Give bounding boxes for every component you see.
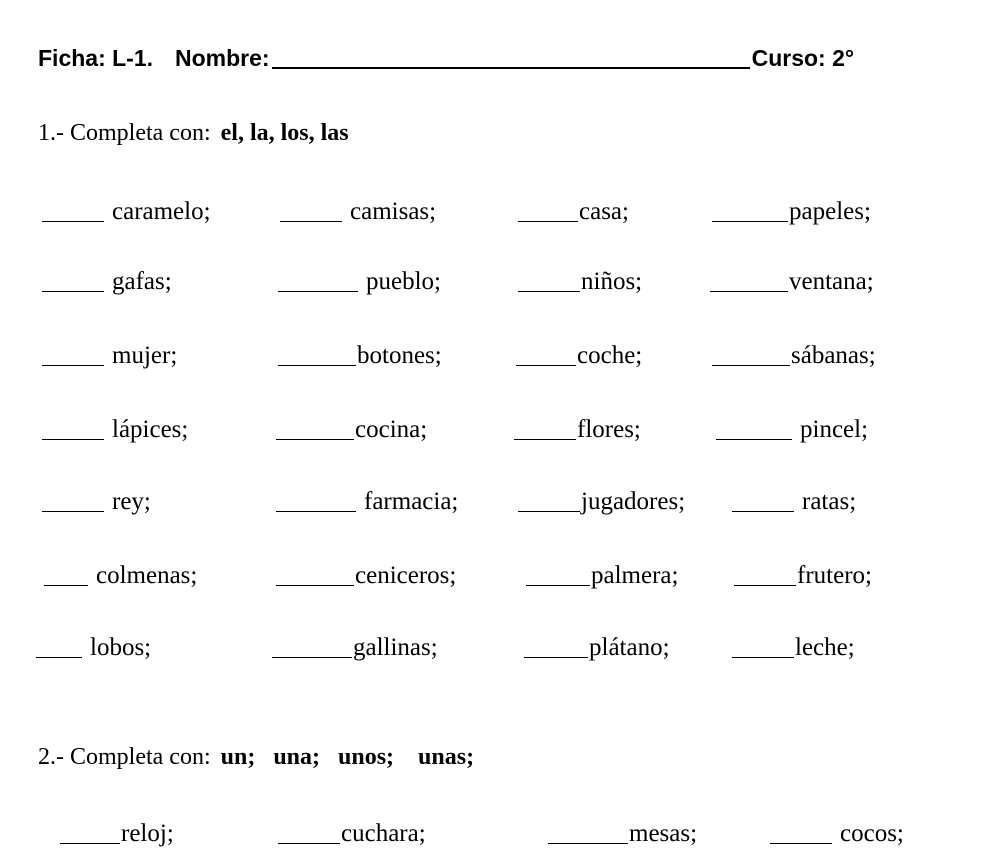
exercise-item — [524, 632, 670, 662]
section1-row — [0, 486, 1000, 522]
exercise-item — [278, 266, 441, 296]
exercise-word: ratas; — [802, 488, 857, 515]
answer-blank[interactable] — [710, 269, 788, 292]
exercise-word: papeles; — [789, 198, 871, 225]
exercise-item — [770, 818, 904, 848]
exercise-word: cocina; — [355, 416, 428, 443]
answer-blank[interactable] — [518, 489, 580, 512]
exercise-word: botones; — [357, 342, 442, 369]
exercise-item — [732, 632, 855, 662]
exercise-item — [42, 486, 151, 516]
exercise-item — [516, 340, 642, 370]
section1-row — [0, 340, 1000, 376]
exercise-word: caramelo; — [112, 198, 211, 225]
exercise-word: leche; — [795, 634, 855, 661]
exercise-item — [276, 560, 456, 590]
exercise-word: reloj; — [121, 820, 174, 847]
nombre-label: Nombre: — [175, 45, 270, 71]
answer-blank[interactable] — [526, 563, 590, 586]
exercise-word: farmacia; — [364, 488, 459, 515]
answer-blank[interactable] — [42, 343, 104, 366]
exercise-item — [276, 486, 458, 516]
section2-instruction — [38, 744, 474, 771]
answer-blank[interactable] — [524, 635, 588, 658]
exercise-word: ventana; — [789, 268, 874, 295]
answer-blank[interactable] — [60, 821, 120, 844]
section1-row — [0, 560, 1000, 596]
exercise-word: camisas; — [350, 198, 437, 225]
section2-instruction-text: 2.- Completa con: — [38, 744, 211, 770]
exercise-word: lápices; — [112, 416, 189, 443]
answer-blank[interactable] — [518, 199, 578, 222]
exercise-word: cuchara; — [341, 820, 426, 847]
answer-blank[interactable] — [732, 489, 794, 512]
exercise-item — [734, 560, 872, 590]
exercise-item — [60, 818, 174, 848]
answer-blank[interactable] — [518, 269, 580, 292]
exercise-item — [710, 266, 874, 296]
exercise-item — [526, 560, 678, 590]
exercise-item — [276, 414, 427, 444]
exercise-word: cocos; — [840, 820, 904, 847]
exercise-word: sábanas; — [791, 342, 876, 369]
exercise-word: frutero; — [797, 562, 872, 589]
answer-blank[interactable] — [272, 635, 352, 658]
answer-blank[interactable] — [514, 417, 576, 440]
exercise-word: casa; — [579, 198, 629, 225]
exercise-word: ceniceros; — [355, 562, 457, 589]
exercise-word: mesas; — [629, 820, 698, 847]
exercise-word: colmenas; — [96, 562, 198, 589]
answer-blank[interactable] — [42, 489, 104, 512]
answer-blank[interactable] — [42, 417, 104, 440]
exercise-item — [518, 266, 642, 296]
section2-options: un; una; unos; unas; — [220, 744, 475, 770]
answer-blank[interactable] — [712, 343, 790, 366]
answer-blank[interactable] — [278, 343, 356, 366]
exercise-word: niños; — [581, 268, 643, 295]
answer-blank[interactable] — [42, 199, 104, 222]
exercise-word: rey; — [112, 488, 151, 515]
answer-blank[interactable] — [712, 199, 788, 222]
answer-blank[interactable] — [280, 199, 342, 222]
exercise-item — [42, 196, 211, 226]
exercise-item — [36, 632, 151, 662]
section1-instruction-text: 1.- Completa con: — [38, 120, 211, 146]
answer-blank[interactable] — [548, 821, 628, 844]
section1-row — [0, 266, 1000, 302]
exercise-item — [514, 414, 641, 444]
curso-label: Curso: 2° — [751, 45, 855, 71]
section1-instruction — [38, 120, 349, 147]
exercise-word: jugadores; — [581, 488, 686, 515]
exercise-word: plátano; — [589, 634, 670, 661]
exercise-word: gallinas; — [353, 634, 438, 661]
exercise-item — [280, 196, 436, 226]
exercise-item — [518, 196, 629, 226]
exercise-item — [518, 486, 685, 516]
section1-row — [0, 632, 1000, 668]
exercise-item — [548, 818, 697, 848]
answer-blank[interactable] — [732, 635, 794, 658]
exercise-word: pincel; — [800, 416, 869, 443]
exercise-word: coche; — [577, 342, 643, 369]
section1-row — [0, 414, 1000, 450]
answer-blank[interactable] — [278, 269, 358, 292]
exercise-word: mujer; — [112, 342, 178, 369]
exercise-word: gafas; — [112, 268, 172, 295]
answer-blank[interactable] — [516, 343, 576, 366]
answer-blank[interactable] — [278, 821, 340, 844]
exercise-word: lobos; — [90, 634, 152, 661]
answer-blank[interactable] — [734, 563, 796, 586]
exercise-item — [712, 196, 871, 226]
exercise-item — [44, 560, 197, 590]
answer-blank[interactable] — [716, 417, 792, 440]
exercise-item — [712, 340, 876, 370]
answer-blank[interactable] — [276, 489, 356, 512]
section1-row — [0, 196, 1000, 232]
exercise-item — [278, 340, 442, 370]
exercise-word: flores; — [577, 416, 641, 443]
nombre-blank[interactable] — [272, 47, 750, 69]
answer-blank[interactable] — [44, 563, 88, 586]
ficha-label: Ficha: L-1. — [38, 45, 154, 71]
exercise-word: pueblo; — [366, 268, 441, 295]
answer-blank[interactable] — [42, 269, 104, 292]
exercise-item — [42, 414, 188, 444]
exercise-item — [272, 632, 438, 662]
exercise-item — [42, 340, 177, 370]
section1-options: el, la, los, las — [220, 120, 349, 146]
section2-row — [0, 818, 1000, 854]
answer-blank[interactable] — [770, 821, 832, 844]
answer-blank[interactable] — [276, 417, 354, 440]
worksheet-header — [38, 44, 854, 72]
exercise-item — [732, 486, 856, 516]
exercise-item — [716, 414, 868, 444]
answer-blank[interactable] — [36, 635, 82, 658]
answer-blank[interactable] — [276, 563, 354, 586]
exercise-word: palmera; — [591, 562, 679, 589]
exercise-item — [42, 266, 172, 296]
exercise-item — [278, 818, 426, 848]
